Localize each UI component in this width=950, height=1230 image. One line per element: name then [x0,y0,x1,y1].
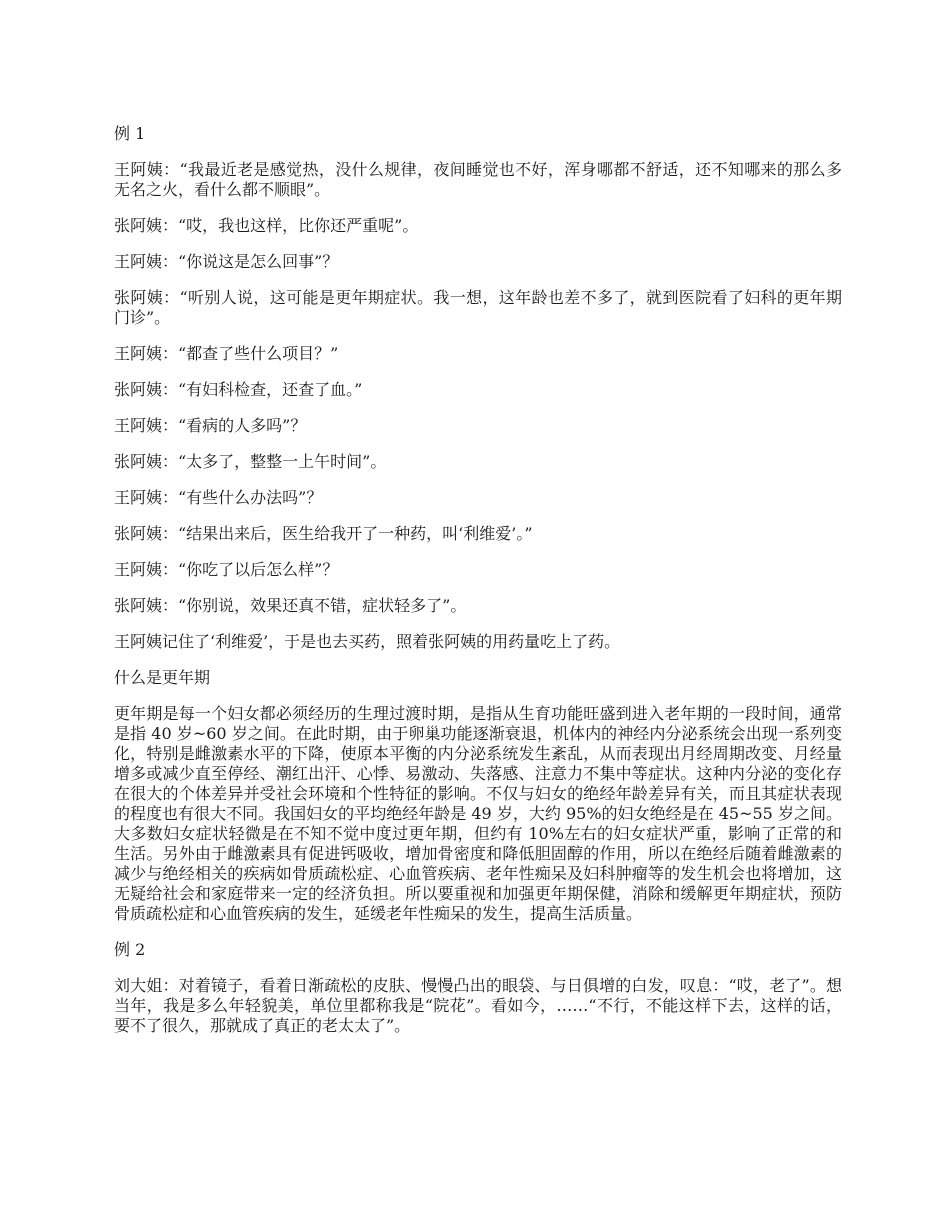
menopause-explanation: 更年期是每一个妇女都必须经历的生理过渡时期，是指从生育功能旺盛到进入老年期的一段时间，通常是指 40 岁~60 岁之间。在此时期，由于卵巢功能逐渐衰退，机体内的神经内分泌系统会出现一系列变化，特别是雌激素水平的下降，使原本平衡的内分泌系统发生紊乱，从而表现出月经周期改变、月经量增多或减少直至停经、潮红出汗、心悸、易激动、失落感、注意力不集中等症状。这种内分泌的变化存在很大的个体差异并受社会环境和个性特征的影响。不仅与妇女的绝经年龄差异有关，而且其症状表现的程度也有很大不同。我国妇女的平均绝经年龄是 49 岁，大约 95%的妇女绝经是在 45~55 岁之间。大多数妇女症状轻微是在不知不觉中度过更年期，但约有 10%左右的妇女症状严重，影响了正常的和生活。另外由于雌激素具有促进钙吸收，增加骨密度和降低胆固醇的作用，所以在绝经后随着雌激素的减少与绝经相关的疾病如骨质疏松症、心血管疾病、老年性痴呆及妇科肿瘤等的发生机会也将增加，这无疑给社会和家庭带来一定的经济负担。所以要重视和加强更年期保健，消除和缓解更年期症状，预防骨质疏松症和心血管疾病的发生，延缓老年性痴呆的发生，提高生活质量。 [114,704,842,923]
dialogue-wang-4: 王阿姨：“看病的人多吗”？ [114,416,307,435]
dialogue-wang-5: 王阿姨：“有些什么办法吗”？ [114,488,323,507]
example-1-heading: 例 1 [114,124,146,143]
dialogue-wang-3: 王阿姨：“都查了些什么项目？” [114,344,339,363]
dialogue-wang-2: 王阿姨：“你说这是怎么回事”？ [114,252,339,271]
document-body [114,124,842,1052]
dialogue-zhang-4: 张阿姨：“太多了，整整一上午时间”。 [114,452,387,471]
dialogue-wang-1: 王阿姨：“我最近老是感觉热，没什么规律，夜间睡觉也不好，浑身哪都不舒适，还不知哪来的那么多无名之火，看什么都不顺眼”。 [114,160,842,199]
narration-liu: 刘大姐：对着镜子，看着日渐疏松的皮肤、慢慢凸出的眼袋、与日俱增的白发，叹息：“哎，老了”。想当年，我是多么年轻貌美，单位里都称我是“院花”。看如今，……“不行，不能这样下去，这样的话，要不了很久，那就成了真正的老太太了”。 [114,976,842,1035]
dialogue-zhang-5: 张阿姨：“结果出来后，医生给我开了一种药，叫‘利维爱’。” [114,524,533,543]
dialogue-zhang-2: 张阿姨：“听别人说，这可能是更年期症状。我一想，这年龄也差不多了，就到医院看了妇科的更年期门诊”。 [114,288,842,327]
dialogue-zhang-6: 张阿姨：“你别说，效果还真不错，症状轻多了”。 [114,596,467,615]
dialogue-zhang-1: 张阿姨：“哎，我也这样，比你还严重呢”。 [114,216,419,235]
example-2-heading: 例 2 [114,940,146,959]
dialogue-wang-6: 王阿姨：“你吃了以后怎么样”？ [114,560,339,579]
dialogue-zhang-3: 张阿姨：“有妇科检查，还查了血。” [114,380,363,399]
section-heading-menopause: 什么是更年期 [114,668,211,687]
narration-wang: 王阿姨记住了‘利维爱’，于是也去买药，照着张阿姨的用药量吃上了药。 [114,632,621,651]
